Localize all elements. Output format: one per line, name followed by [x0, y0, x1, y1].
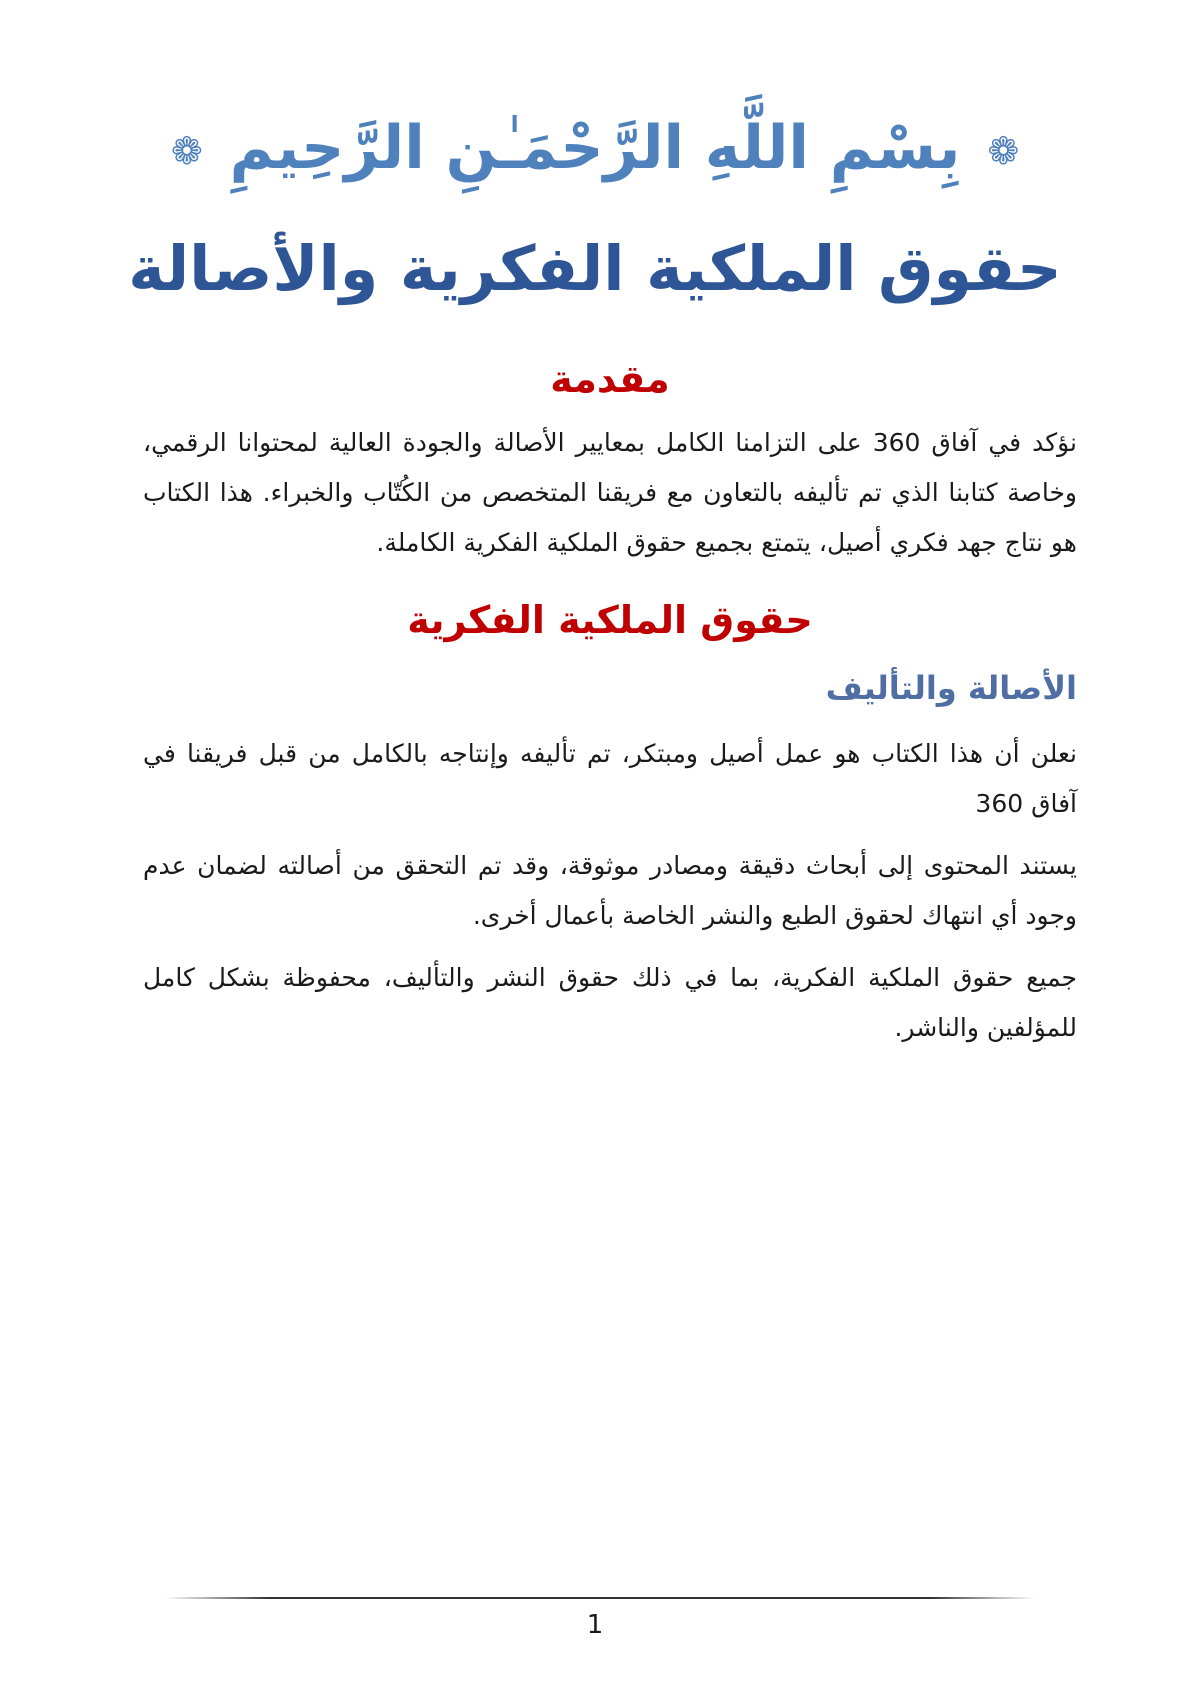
- ip-paragraph-2: يستند المحتوى إلى أبحاث دقيقة ومصادر موثوقة، وقد تم التحقق من أصالته لضمان عدم وجود أي انتهاك لحقوق الطبع والنشر الخاصة بأعمال أخرى.: [143, 850, 1077, 930]
- intro-paragraph: نؤكد في آفاق 360 على التزامنا الكامل بمعايير الأصالة والجودة العالية لمحتوانا الرقمي، وخاصة كتابنا الذي تم تأليفه بالتعاون مع فريقنا المتخصص من الكُتّاب والخبراء. هذا الكتاب هو نتاج جهد فكري أصيل، يتمتع بجميع حقوق الملكية الفكرية الكاملة.: [143, 428, 1078, 558]
- footer-divider: [165, 1597, 1035, 1599]
- document-body: [143, 355, 1077, 1053]
- ip-heading: حقوق الملكية الفكرية: [407, 598, 813, 643]
- page-number: 1: [586, 1610, 604, 1640]
- intro-heading: مقدمة: [550, 357, 670, 401]
- basmala-header: [0, 112, 1190, 184]
- ip-paragraph-3: جميع حقوق الملكية الفكرية، بما في ذلك حقوق النشر والتأليف، محفوظة بشكل كامل للمؤلفين والناشر.: [143, 962, 1077, 1042]
- ornament-left-icon: ❁: [170, 128, 203, 173]
- ip-paragraph-1: نعلن أن هذا الكتاب هو عمل أصيل ومبتكر، تم تأليفه وإنتاجه بالكامل من قبل فريقنا في آفاق 360: [143, 738, 1077, 818]
- originality-subheading: الأصالة والتأليف: [825, 668, 1077, 707]
- page-title: حقوق الملكية الفكرية والأصالة: [128, 232, 1062, 305]
- ornament-right-icon: ❁: [987, 128, 1020, 173]
- basmala-text: بِسْمِ اللَّهِ الرَّحْمَـٰنِ الرَّحِيمِ: [229, 113, 961, 183]
